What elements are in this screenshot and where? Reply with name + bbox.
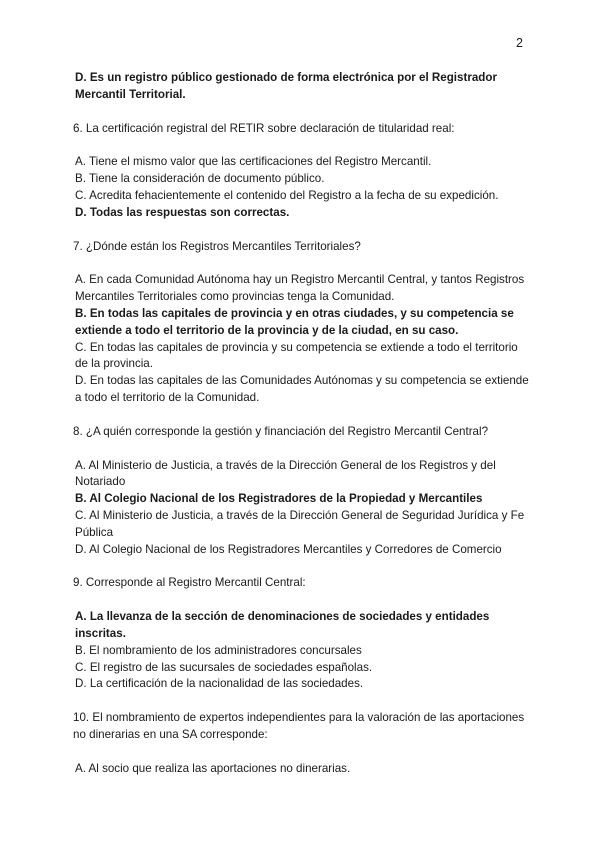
question-10: 10. El nombramiento de expertos independientes para la valoración de las aportaciones no dinerarias en una SA corresponde:	[73, 711, 525, 741]
q9-option-a-correct: A. La llevanza de la sección de denominaciones de sociedades y entidades inscritas.	[75, 610, 490, 640]
q7-option-b-correct: B. En todas las capitales de provincia y en otras ciudades, y su competencia se extiende a todo el territorio de la provincia y de la ciudad, en su caso.	[75, 306, 514, 337]
question-9: 9. Corresponde al Registro Mercantil Central:	[73, 576, 306, 590]
q9-option-d: D. La certificación de la nacionalidad de las sociedades.	[75, 677, 364, 691]
q7-option-a: A. En cada Comunidad Autónoma hay un Registro Mercantil Central, y tantos Registros Mercantiles Territoriales como provincias tenga la Comunidad.	[75, 273, 525, 304]
page-content	[73, 70, 533, 778]
question-8: 8. ¿A quién corresponde la gestión y financiación del Registro Mercantil Central?	[73, 424, 489, 438]
page-number: 2	[516, 36, 523, 50]
q8-option-d: D. Al Colegio Nacional de los Registradores Mercantiles y Corredores de Comercio	[75, 542, 502, 556]
q9-option-c: C. El registro de las sucursales de sociedades españolas.	[75, 660, 373, 674]
q6-option-a: A. Tiene el mismo valor que las certificaciones del Registro Mercantil.	[75, 155, 432, 169]
q6-option-c: C. Acredita fehacientemente el contenido del Registro a la fecha de su expedición.	[75, 188, 499, 202]
q7-option-c: C. En todas las capitales de provincia y su competencia se extiende a todo el territorio de la provincia.	[75, 340, 518, 371]
q7-option-d: D. En todas las capitales de las Comunidades Autónomas y su competencia se extiende a todo el territorio de la Comunidad.	[75, 374, 529, 404]
q8-option-c: C. Al Ministerio de Justicia, a través de la Dirección General de Seguridad Jurídica y Fe Pública	[75, 508, 525, 539]
q10-option-a: A. Al socio que realiza las aportaciones no dinerarias.	[75, 761, 351, 775]
question-6: 6. La certificación registral del RETIR sobre declaración de titularidad real:	[73, 121, 455, 135]
q8-option-a: A. Al Ministerio de Justicia, a través de la Dirección General de los Registros y del Notariado	[75, 458, 496, 489]
intro-answer: D. Es un registro público gestionado de forma electrónica por el Registrador Mercantil Territorial.	[75, 71, 497, 101]
q6-option-d-correct: D. Todas las respuestas son correctas.	[75, 205, 290, 219]
q9-option-b: B. El nombramiento de los administradores concursales	[75, 643, 362, 657]
q6-option-b: B. Tiene la consideración de documento público.	[75, 172, 325, 186]
q8-option-b-correct: B. Al Colegio Nacional de los Registradores de la Propiedad y Mercantiles	[75, 492, 483, 506]
question-7: 7. ¿Dónde están los Registros Mercantiles Territoriales?	[73, 239, 361, 253]
